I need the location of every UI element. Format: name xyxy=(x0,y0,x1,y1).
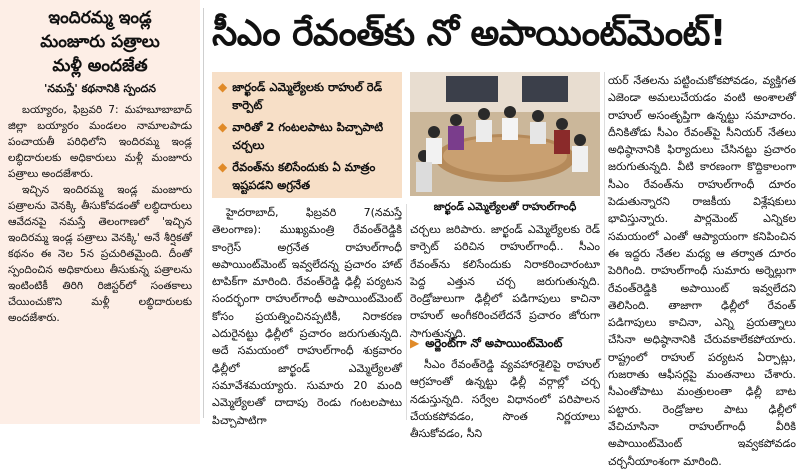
article-column-1 xyxy=(212,204,402,429)
side-story-headline xyxy=(0,0,200,78)
highlight-text: జార్ఖండ్ ఎమ్మెల్యేలకు రాహుల్ రెడ్ కార్పెట్ xyxy=(232,80,383,112)
article-column-3 xyxy=(608,72,796,470)
meeting-photo-image xyxy=(410,72,600,196)
side-story-paragraph: బయ్యారం, ఫిబ్రవరి 7: మహబూబాబాద్ జిల్లా బయ్యారం మండలం నామాలపాడు పంచాయతీ పరిధిలోని ఇందిరమ్మ ఇండ్ల లబ్ధిదారులకు అధికారులు మళ్లీ మంజూరు పత్రాలు అందజేశారు. xyxy=(8,104,192,180)
side-story-body xyxy=(0,102,200,326)
highlight-item xyxy=(218,158,396,194)
side-headline-line-2: మంజూరు పత్రాలు xyxy=(40,32,160,52)
side-story-subhead: 'నమస్తే' కథనానికి స్పందన xyxy=(43,82,157,95)
highlight-text: రేవంత్‌ను కలిసేందుకు ఏ మాత్రం ఇష్టపడని అగ్రనేత xyxy=(232,160,376,192)
highlights-box xyxy=(212,72,402,198)
column-divider xyxy=(203,8,204,418)
side-headline-line-3: మళ్లీ అందజేత xyxy=(52,56,148,76)
article-paragraph: చర్చలు జరిపారు. జార్ఖండ్ ఎమ్మెల్యేలకు రెడ్ కార్పెట్ పరిచిన రాహుల్‌గాంధీ.. సీఎం రేవంత్‌ను కలిసేందుకు నిరాకరించారంటూ పెద్ద ఎత్తున చర్చ జరుగుతున్నది. రెండ్రోజులుగా ఢిల్లీలో పడిగాపులు కాచినా రాహుల్ అంగీకరించలేదనే ప్రచారం జోరుగా సాగుతున్నది. xyxy=(410,223,600,340)
side-story-paragraph: ఇచ్చిన ఇందిరమ్మ ఇండ్ల మంజూరు పత్రాలను వెనక్కి తీసుకోవడంతో లబ్ధిదారులు ఆవేదనపై నమస్తే తెలంగాణలో 'ఇచ్చిన ఇందిరమ్మ ఇండ్ల పత్రాలు వెనక్కి' అనే శీర్షికతో కథనం ఈ నెల 5న ప్రచురితమైంది. దీంతో స్పందించిన అధికారులు తీసుకున్న పత్రాలను ఇంటింటికీ తిరిగి రిజిస్టర్‌లో సంతకాలు చేయించుకొని మళ్లీ లబ్ధిదారులకు అందజేశారు. xyxy=(8,184,192,324)
diamond-bullet-icon: ◆ xyxy=(218,80,228,94)
article-paragraph: సీఎం రేవంత్‌రెడ్డి వ్యవహారశైలిపై రాహుల్ ఆగ్రహంతో ఉన్నట్టు ఢిల్లీ వర్గాల్లో చర్చ నడుస్తున్నది. సర్వేల విధానంలో పరిపాలన చేయకపోవడం, సొంత నిర్ణయాలు తీసుకోవడం, సీని xyxy=(410,358,600,441)
article-column-2-continued xyxy=(410,356,600,442)
article-paragraph: హైదరాబాద్, ఫిబ్రవరి 7(నమస్తే తెలంగాణ): ముఖ్యమంత్రి రేవంత్‌రెడ్డికి కాంగ్రెస్ అగ్రనేత రాహుల్‌గాంధీ అపాయింట్‌మెంట్ ఇవ్వలేదన్న ప్రచారం హాట్ టాపిక్‌గా మారింది. రేవంత్‌రెడ్డి ఢిల్లీ పర్యటన సందర్భంగా రాహుల్‌గాంధీ అపాయింట్‌మెంట్ కోసం ప్రయత్నించినప్పటికీ, నిరాకరణ ఎదురైనట్టు ఢిల్లీలో ప్రచారం జరుగుతున్నది. అదే సమయంలో రాహుల్‌గాంధీ శుక్రవారం ఢిల్లీలో జార్ఖండ్ ఎమ్మెల్యేలతో సమావేశమయ్యారు. సుమారు 20 మంది ఎమ్మెల్యేలతో దాదాపు రెండు గంటలపాటు పిచ్చాపాటిగా xyxy=(212,206,402,427)
highlight-text: వారితో 2 గంటలపాటు పిచ్చాపాటి చర్చలు xyxy=(232,120,384,152)
meeting-photo xyxy=(410,72,600,196)
photo-caption: జార్ఖండ్ ఎమ్మెల్యేలతో రాహుల్‌గాంధీ xyxy=(433,201,577,213)
highlight-item xyxy=(218,78,396,114)
main-headline: సీఎం రేవంత్‌కు నో అపాయింట్‌మెంట్‌! xyxy=(212,13,726,54)
diamond-bullet-icon: ◆ xyxy=(218,120,228,134)
column-divider xyxy=(406,204,407,420)
diamond-bullet-icon: ◆ xyxy=(218,160,228,174)
article-paragraph: యర్ నేతలను పట్టించుకోకపోవడం, వ్యక్తిగత ఎజెండా అమలుచేయడం వంటి అంశాలతో రాహుల్ అసంతృప్తిగా ఉన్నట్టు సమాచారం. దీనికితోడు సీఎం రేవంత్‌పై సీనియర్ నేతలు అధిష్ఠానానికి ఫిర్యాదులు చేసినట్టు ప్రచారం జరుగుతున్నది. వీటి కారణంగా కొద్దికాలంగా సీఎం రేవంత్‌ను రాహుల్‌గాంధీ దూరం పెడుతున్నారని రాజకీయ విశ్లేషకులు భావిస్తున్నారు. పార్లమెంట్ ఎన్నికల సమయంలో ఎంతో ఆప్యాయంగా కనిపించిన ఈ ఇద్దరు నేతల మధ్య ఆ తర్వాత దూరం పెరిగింది. రాహుల్‌గాంధీ సుమారు అర్నెల్లుగా రేవంత్‌రెడ్డికి అపాయింట్ ఇవ్వలేదని తెలిసింది. తాజాగా ఢిల్లీలో రేవంత్ పడిగాపులు కాచినా, ఎన్ని ప్రయత్నాలు చేసినా అధిష్ఠానానికి చేరువకాలేకపోయారు. రాష్ట్రంలో రాహుల్ పర్యటన ఏర్పాట్లు, గుజరాతు ఆఫీసర్లపై మంతనాలు చేశారు. సీఎంతోపాటు మంత్రులంతా ఢిల్లీ బాట పట్టారు. రెండ్రోజుల పాటు ఢిల్లీలో వేచిచూసినా రాహుల్‌గాంధీ వీరికి అపాయింట్‌మెంట్ ఇవ్వకపోవడం చర్చనీయాంశంగా మారింది. xyxy=(608,74,796,468)
side-story xyxy=(0,0,200,424)
arrow-bullet-icon: ▶ xyxy=(410,336,420,350)
side-headline-line-1: ఇందిరమ్మ ఇండ్ల xyxy=(48,8,152,28)
column-divider xyxy=(604,72,605,420)
article-subheading-text: అర్జెంట్‌గా నో అపాయింట్‌మెంట్‌ xyxy=(425,336,563,350)
article-subheading xyxy=(410,334,600,352)
article-column-2 xyxy=(410,221,600,342)
highlight-item xyxy=(218,118,396,154)
